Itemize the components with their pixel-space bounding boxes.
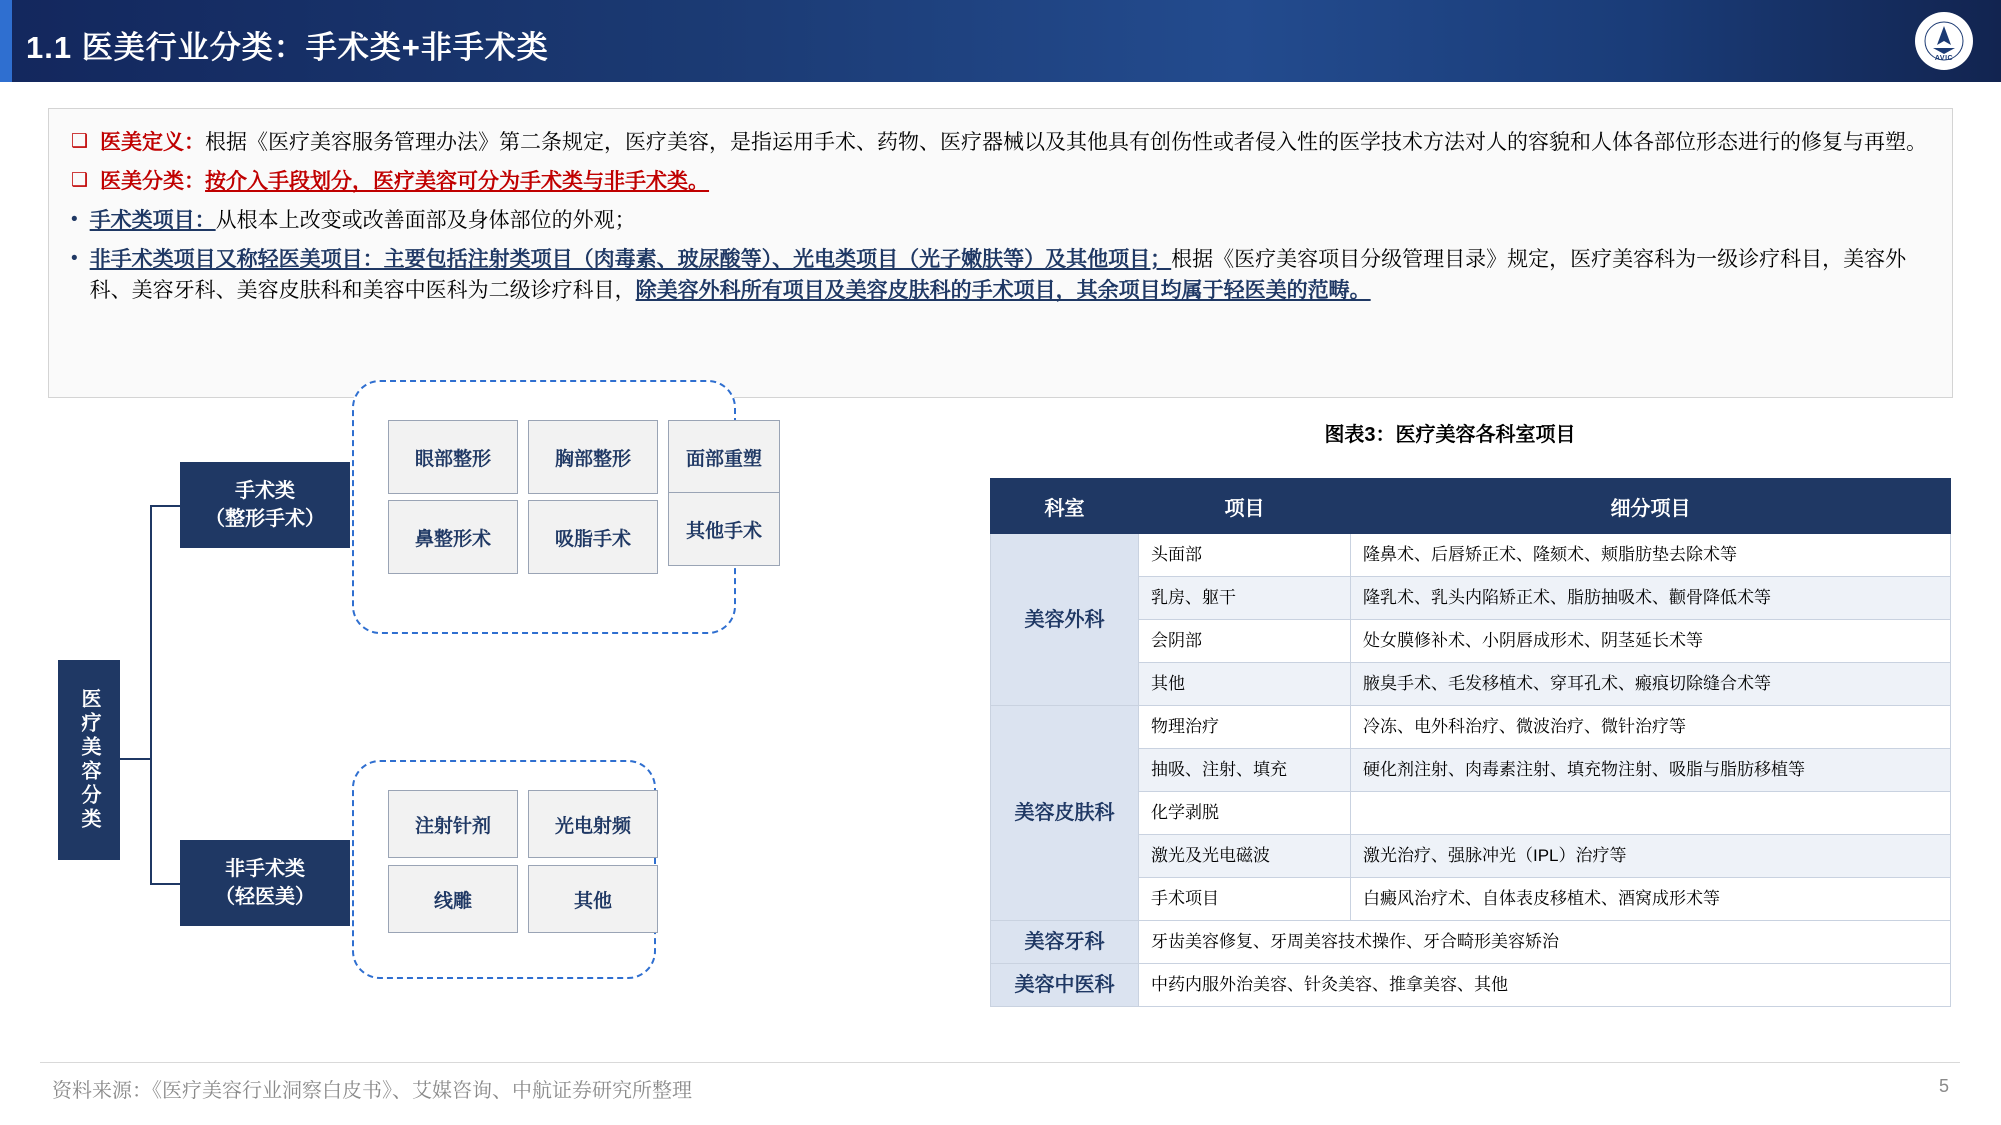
- non-surgery-item-4: 其他: [528, 865, 658, 933]
- connector-root-stem: [120, 758, 150, 760]
- item-cell: 乳房、躯干: [1139, 577, 1351, 620]
- surgery-item-5: 吸脂手术: [528, 500, 658, 574]
- connector-vertical-lower: [150, 758, 152, 883]
- non-surgical-lead: 非手术类项目又称轻医美项目：主要包括注射类项目（肉毒素、玻尿酸等）、光电类项目（光子嫩肤等）及其他项目；: [89, 248, 1172, 271]
- surgery-item-2: 胸部整形: [528, 420, 658, 494]
- item-cell: 其他: [1139, 663, 1351, 706]
- non-surgical-tail: 除美容外科所有项目及美容皮肤科的手术项目，其余项目均属于轻医美的范畴。: [635, 279, 1371, 302]
- surgery-item-1: 眼部整形: [388, 420, 518, 494]
- table-row: [991, 706, 1951, 749]
- item-cell: 牙齿美容修复、牙周美容技术操作、牙合畸形美容矫治: [1139, 921, 1951, 964]
- surgical-body: 从根本上改变或改善面部及身体部位的外观；: [215, 209, 636, 232]
- square-marker-icon: ❑: [71, 170, 89, 191]
- diagram-root-label: 医疗美容分类: [78, 688, 100, 832]
- item-cell: 物理治疗: [1139, 706, 1351, 749]
- surgery-item-3: 面部重塑: [668, 420, 780, 494]
- avic-logo: [1915, 12, 1973, 70]
- table-header-row: [991, 479, 1951, 534]
- detail-cell: 硬化剂注射、肉毒素注射、填充物注射、吸脂与脂肪移植等: [1351, 749, 1951, 792]
- department-table: [990, 478, 1951, 1007]
- definition-text: [100, 127, 1927, 158]
- detail-cell: 处女膜修补术、小阴唇成形术、阴茎延长术等: [1351, 620, 1951, 663]
- item-cell: 会阴部: [1139, 620, 1351, 663]
- dot-marker-icon: •: [71, 209, 78, 230]
- non-surgery-item-1: 注射针剂: [388, 790, 518, 858]
- bullet-surgical: [71, 205, 1930, 236]
- surgical-lead: 手术类项目：: [89, 209, 216, 232]
- bullet-classification: [71, 166, 1930, 197]
- footer-divider: [40, 1062, 1960, 1063]
- item-cell: 头面部: [1139, 534, 1351, 577]
- dept-cell-4: 美容中医科: [991, 964, 1139, 1007]
- category-surgery-title: 手术类: [235, 480, 295, 502]
- detail-cell: 腋臭手术、毛发移植术、穿耳孔术、瘢痕切除缝合术等: [1351, 663, 1951, 706]
- non-surgery-item-2: 光电射频: [528, 790, 658, 858]
- classification-text: [100, 166, 709, 197]
- slide-header: [0, 0, 2001, 82]
- item-cell: 抽吸、注射、填充: [1139, 749, 1351, 792]
- category-non-surgery-title: 非手术类: [225, 858, 305, 880]
- item-cell: 手术项目: [1139, 878, 1351, 921]
- non-surgical-body: 根据《医疗美容项目分级管理目录》规定，医疗美容科为一级诊疗科目，美容外科、美容牙科、美容皮肤科和美容中医科为二级诊疗科目，: [89, 248, 1907, 302]
- detail-cell: 冷冻、电外科治疗、微波治疗、微针治疗等: [1351, 706, 1951, 749]
- dept-cell-3: 美容牙科: [991, 921, 1139, 964]
- surgery-item-6: 其他手术: [668, 492, 780, 566]
- category-non-surgery: [180, 840, 350, 926]
- diagram-root-node: [58, 660, 120, 860]
- bullet-non-surgical: [71, 244, 1930, 306]
- item-cell: 中药内服外治美容、针灸美容、推拿美容、其他: [1139, 964, 1951, 1007]
- non-surgical-text: [90, 244, 1930, 306]
- definition-panel: [48, 108, 1953, 398]
- dot-marker-icon: •: [71, 248, 78, 269]
- figure3-caption: 图表3：医疗美容各科室项目: [1324, 424, 1576, 446]
- bullet-definition: [71, 127, 1930, 158]
- classification-body: 按介入手段划分，医疗美容可分为手术类与非手术类。: [205, 170, 710, 193]
- header-accent-bar: [0, 0, 12, 82]
- detail-cell: [1351, 792, 1951, 835]
- connector-to-surgery: [150, 505, 180, 507]
- definition-lead: 医美定义：: [100, 131, 206, 154]
- surgical-text: [90, 205, 636, 236]
- detail-cell: 隆乳术、乳头内陷矫正术、脂肪抽吸术、颧骨降低术等: [1351, 577, 1951, 620]
- surgery-item-4: 鼻整形术: [388, 500, 518, 574]
- source-note: 资料来源：《医疗美容行业洞察白皮书》、艾媒咨询、中航证券研究所整理: [52, 1080, 692, 1102]
- col-header-detail: 细分项目: [1351, 479, 1951, 534]
- logo-label: AVIC: [1934, 55, 1954, 62]
- table-row: [991, 964, 1951, 1007]
- item-cell: 激光及光电磁波: [1139, 835, 1351, 878]
- dept-cell-1: 美容外科: [991, 534, 1139, 706]
- table-row: [991, 534, 1951, 577]
- square-marker-icon: ❑: [71, 131, 89, 152]
- definition-body: 根据《医疗美容服务管理办法》第二条规定，医疗美容，是指运用手术、药物、医疗器械以及其他具有创伤性或者侵入性的医学技术方法对人的容貌和人体各部位形态进行的修复与再塑。: [205, 131, 1928, 154]
- detail-cell: 隆鼻术、后唇矫正术、隆颏术、颊脂肪垫去除术等: [1351, 534, 1951, 577]
- table-row: [991, 921, 1951, 964]
- category-surgery-subtitle: （整形手术）: [205, 508, 325, 530]
- department-table-wrap: [990, 478, 1950, 1007]
- dept-cell-2: 美容皮肤科: [991, 706, 1139, 921]
- col-header-dept: 科室: [991, 479, 1139, 534]
- page-title: 1.1 医美行业分类：手术类+非手术类: [26, 30, 549, 65]
- item-cell: 化学剥脱: [1139, 792, 1351, 835]
- non-surgery-item-3: 线雕: [388, 865, 518, 933]
- category-non-surgery-subtitle: （轻医美）: [215, 886, 315, 908]
- connector-vertical: [150, 505, 152, 761]
- connector-to-non-surgery: [150, 883, 180, 885]
- category-surgery: [180, 462, 350, 548]
- page-number: 5: [1938, 1076, 1949, 1096]
- detail-cell: 白癜风治疗术、自体表皮移植术、酒窝成形术等: [1351, 878, 1951, 921]
- detail-cell: 激光治疗、强脉冲光（IPL）治疗等: [1351, 835, 1951, 878]
- classification-lead: 医美分类：: [100, 170, 206, 193]
- classification-diagram: [40, 448, 960, 1050]
- col-header-item: 项目: [1139, 479, 1351, 534]
